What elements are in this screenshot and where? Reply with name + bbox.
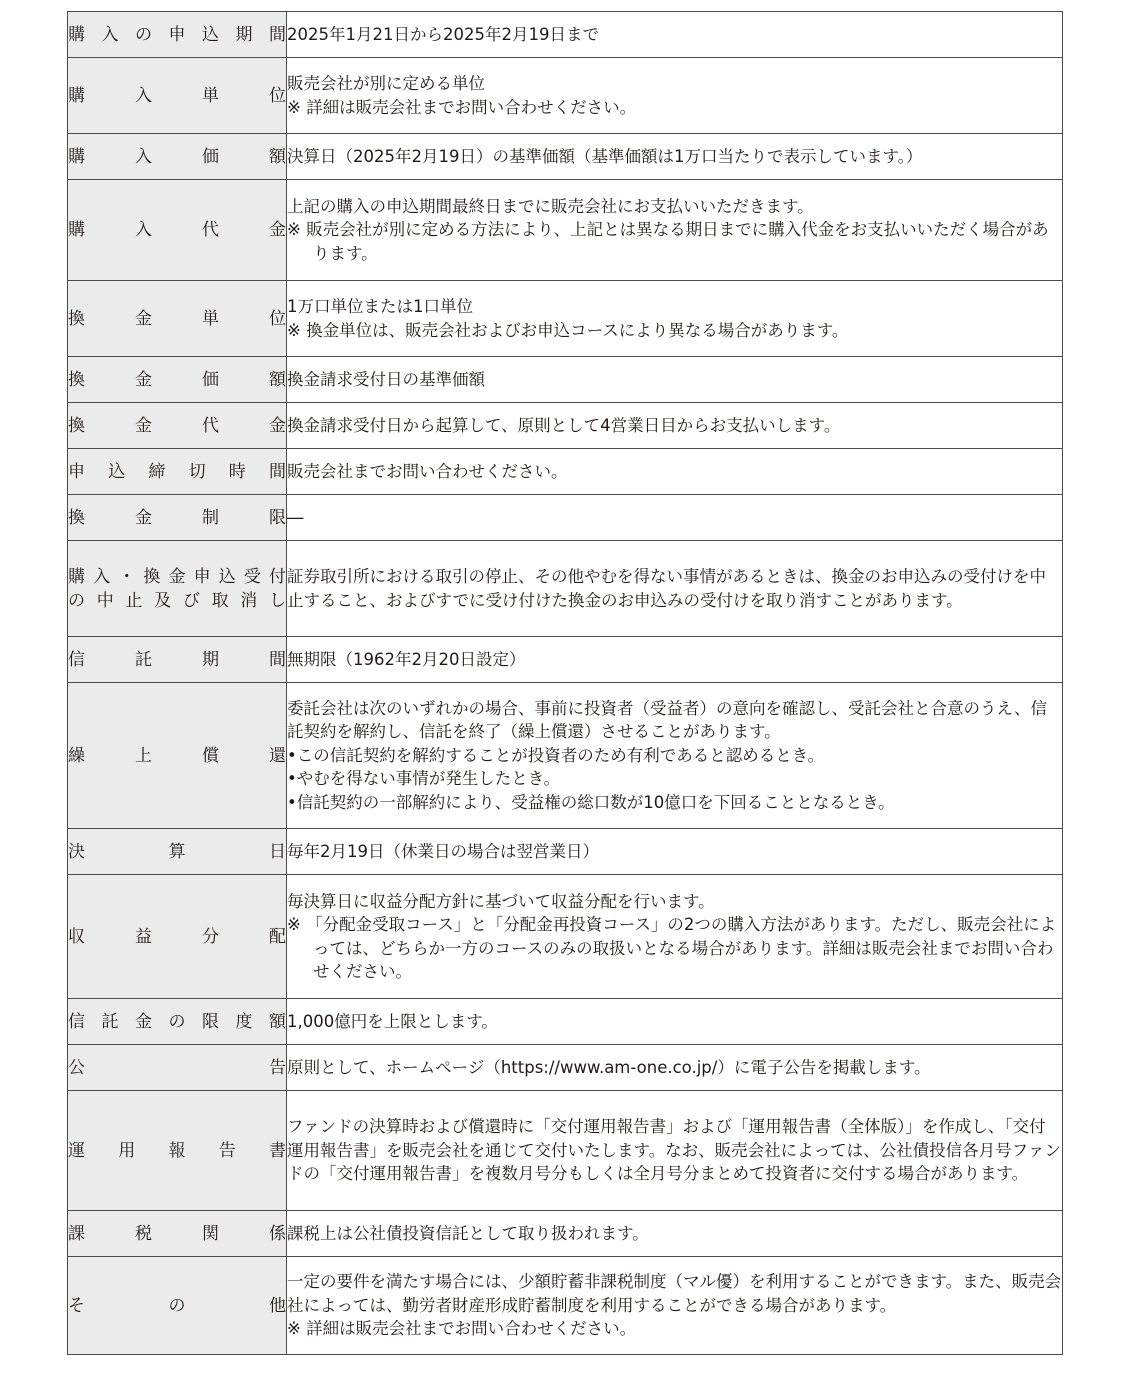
row-note: ※ 販売会社が別に定める方法により、上記とは異なる期日までに購入代金をお支払いいただく場合があります。 <box>287 220 1049 263</box>
row-text: 販売会社までお問い合わせください。 <box>287 461 568 481</box>
row-value <box>287 541 1063 637</box>
row-value <box>287 999 1063 1045</box>
row-text: 課税上は公社債投資信託として取り扱われます。 <box>287 1223 649 1243</box>
row-text: 毎年2月19日（休業日の場合は翌営業日） <box>287 841 599 861</box>
row-label <box>68 829 287 875</box>
row-label-line: の中止及び取消し <box>68 590 286 611</box>
row-value <box>287 1045 1063 1091</box>
table-row <box>68 357 1063 403</box>
row-label-line: 決算日 <box>68 841 286 862</box>
row-value <box>287 1091 1063 1211</box>
row-label-line: 運用報告書 <box>68 1140 286 1161</box>
row-label-line: 購入価額 <box>68 146 286 167</box>
row-label-line: 信託期間 <box>68 649 286 670</box>
row-value <box>287 637 1063 683</box>
row-label <box>68 180 287 281</box>
row-label <box>68 875 287 999</box>
row-label <box>68 1211 287 1257</box>
table-row <box>68 180 1063 281</box>
row-value <box>287 1257 1063 1355</box>
row-value <box>287 357 1063 403</box>
table-row <box>68 541 1063 637</box>
row-text: 原則として、ホームページ（https://www.am-one.co.jp/）に電子公告を掲載します。 <box>287 1057 931 1077</box>
row-label-line: 換金価額 <box>68 369 286 390</box>
row-label-line: 換金代金 <box>68 415 286 436</box>
table-row <box>68 58 1063 134</box>
row-note: ※ 「分配金受取コース」と「分配金再投資コース」の2つの購入方法があります。ただし、販売会社によっては、どちらか一方のコースのみの取扱いとなる場合があります。詳細は販売会社までお問い合わせください。 <box>287 915 1057 981</box>
row-label <box>68 58 287 134</box>
row-label <box>68 449 287 495</box>
row-label-line: 換金単位 <box>68 308 286 329</box>
table-row <box>68 1257 1063 1355</box>
row-text: 2025年1月21日から2025年2月19日まで <box>287 24 599 44</box>
table-row <box>68 281 1063 357</box>
row-text: •信託契約の一部解約により、受益権の総口数が10億口を下回ることとなるとき。 <box>287 792 895 812</box>
row-value <box>287 829 1063 875</box>
row-label-line: 信託金の限度額 <box>68 1011 286 1032</box>
row-value <box>287 495 1063 541</box>
row-text: 無期限（1962年2月20日設定） <box>287 649 526 669</box>
row-text: •この信託契約を解約することが投資者のため有利であると認めるとき。 <box>287 745 825 765</box>
row-value <box>287 281 1063 357</box>
row-value <box>287 683 1063 829</box>
table-row <box>68 449 1063 495</box>
row-label-line: 公告 <box>68 1057 286 1078</box>
row-label-line: 申込締切時間 <box>68 461 286 482</box>
row-value <box>287 12 1063 58</box>
row-value <box>287 180 1063 281</box>
row-label <box>68 999 287 1045</box>
row-text: ― <box>287 507 304 527</box>
row-label <box>68 637 287 683</box>
row-value <box>287 134 1063 180</box>
row-text: 毎決算日に収益分配方針に基づいて収益分配を行います。 <box>287 891 715 911</box>
row-text: •やむを得ない事情が発生したとき。 <box>287 769 561 789</box>
row-text: 証券取引所における取引の停止、その他やむを得ない事情があるときは、換金のお申込みの受付けを中止すること、およびすでに受け付けた換金のお申込みの受付けを取り消すことがあります。 <box>287 567 1046 610</box>
row-label-line: 収益分配 <box>68 926 286 947</box>
row-text: ファンドの決算時および償還時に「交付運用報告書」および「運用報告書（全体版）」を作成し、「交付運用報告書」を販売会社を通じて交付いたします。なお、販売会社によっては、公社債投信各月号ファンドの「交付運用報告書」を複数月号分もしくは全月号分まとめて投資者に交付する場合があります。 <box>287 1117 1061 1184</box>
row-text: 1,000億円を上限とします。 <box>287 1011 498 1031</box>
row-text: 決算日（2025年2月19日）の基準価額（基準価額は1万口当たりで表示しています。） <box>287 146 923 166</box>
row-label-line: 繰上償還 <box>68 745 286 766</box>
table-row <box>68 829 1063 875</box>
table-row <box>68 495 1063 541</box>
table-row <box>68 403 1063 449</box>
row-label-line: 購入単位 <box>68 85 286 106</box>
row-note: ※ 詳細は販売会社までお問い合わせください。 <box>287 1319 637 1339</box>
table-row <box>68 1045 1063 1091</box>
row-label <box>68 281 287 357</box>
table-row <box>68 999 1063 1045</box>
table-row <box>68 875 1063 999</box>
row-label <box>68 12 287 58</box>
row-text: 1万口単位または1口単位 <box>287 297 473 316</box>
table-row <box>68 1211 1063 1257</box>
row-label <box>68 403 287 449</box>
table-row <box>68 12 1063 58</box>
row-label <box>68 683 287 829</box>
table-row <box>68 683 1063 829</box>
row-text: 換金請求受付日の基準価額 <box>287 369 485 389</box>
row-note: ※ 換金単位は、販売会社およびお申込コースにより異なる場合があります。 <box>287 320 849 340</box>
row-label <box>68 1257 287 1355</box>
row-label <box>68 357 287 403</box>
row-label-line: 購入代金 <box>68 220 286 240</box>
row-text: 販売会社が別に定める単位 <box>287 74 485 93</box>
table-row <box>68 134 1063 180</box>
row-value <box>287 403 1063 449</box>
fund-info-rows <box>68 12 1063 1355</box>
row-label <box>68 1045 287 1091</box>
row-text: 上記の購入の申込期間最終日までに販売会社にお支払いいただきます。 <box>287 196 814 216</box>
row-label-line: 換金制限 <box>68 507 286 528</box>
fund-info-table <box>67 11 1063 1355</box>
row-value <box>287 875 1063 999</box>
row-text: 委託会社は次のいずれかの場合、事前に投資者（受益者）の意向を確認し、受託会社と合意のうえ、信託契約を解約し、信託を終了（繰上償還）させることがあります。 <box>287 698 1047 742</box>
row-label <box>68 134 287 180</box>
row-label <box>68 495 287 541</box>
row-value <box>287 449 1063 495</box>
row-text: 換金請求受付日から起算して、原則として4営業日目からお支払いします。 <box>287 415 841 435</box>
row-label <box>68 1091 287 1211</box>
table-row <box>68 637 1063 683</box>
row-label-line: その他 <box>68 1295 286 1316</box>
row-note: ※ 詳細は販売会社までお問い合わせください。 <box>287 97 637 117</box>
row-label-line: 購入・換金申込受付 <box>68 566 286 587</box>
row-value <box>287 58 1063 134</box>
row-label-line: 購入の申込期間 <box>68 24 286 45</box>
row-label <box>68 541 287 637</box>
row-value <box>287 1211 1063 1257</box>
row-label-line: 課税関係 <box>68 1223 286 1244</box>
table-row <box>68 1091 1063 1211</box>
row-text: 一定の要件を満たす場合には、少額貯蓄非課税制度（マル優）を利用することができます。また、販売会社によっては、勤労者財産形成貯蓄制度を利用することができる場合があります。 <box>287 1272 1062 1315</box>
